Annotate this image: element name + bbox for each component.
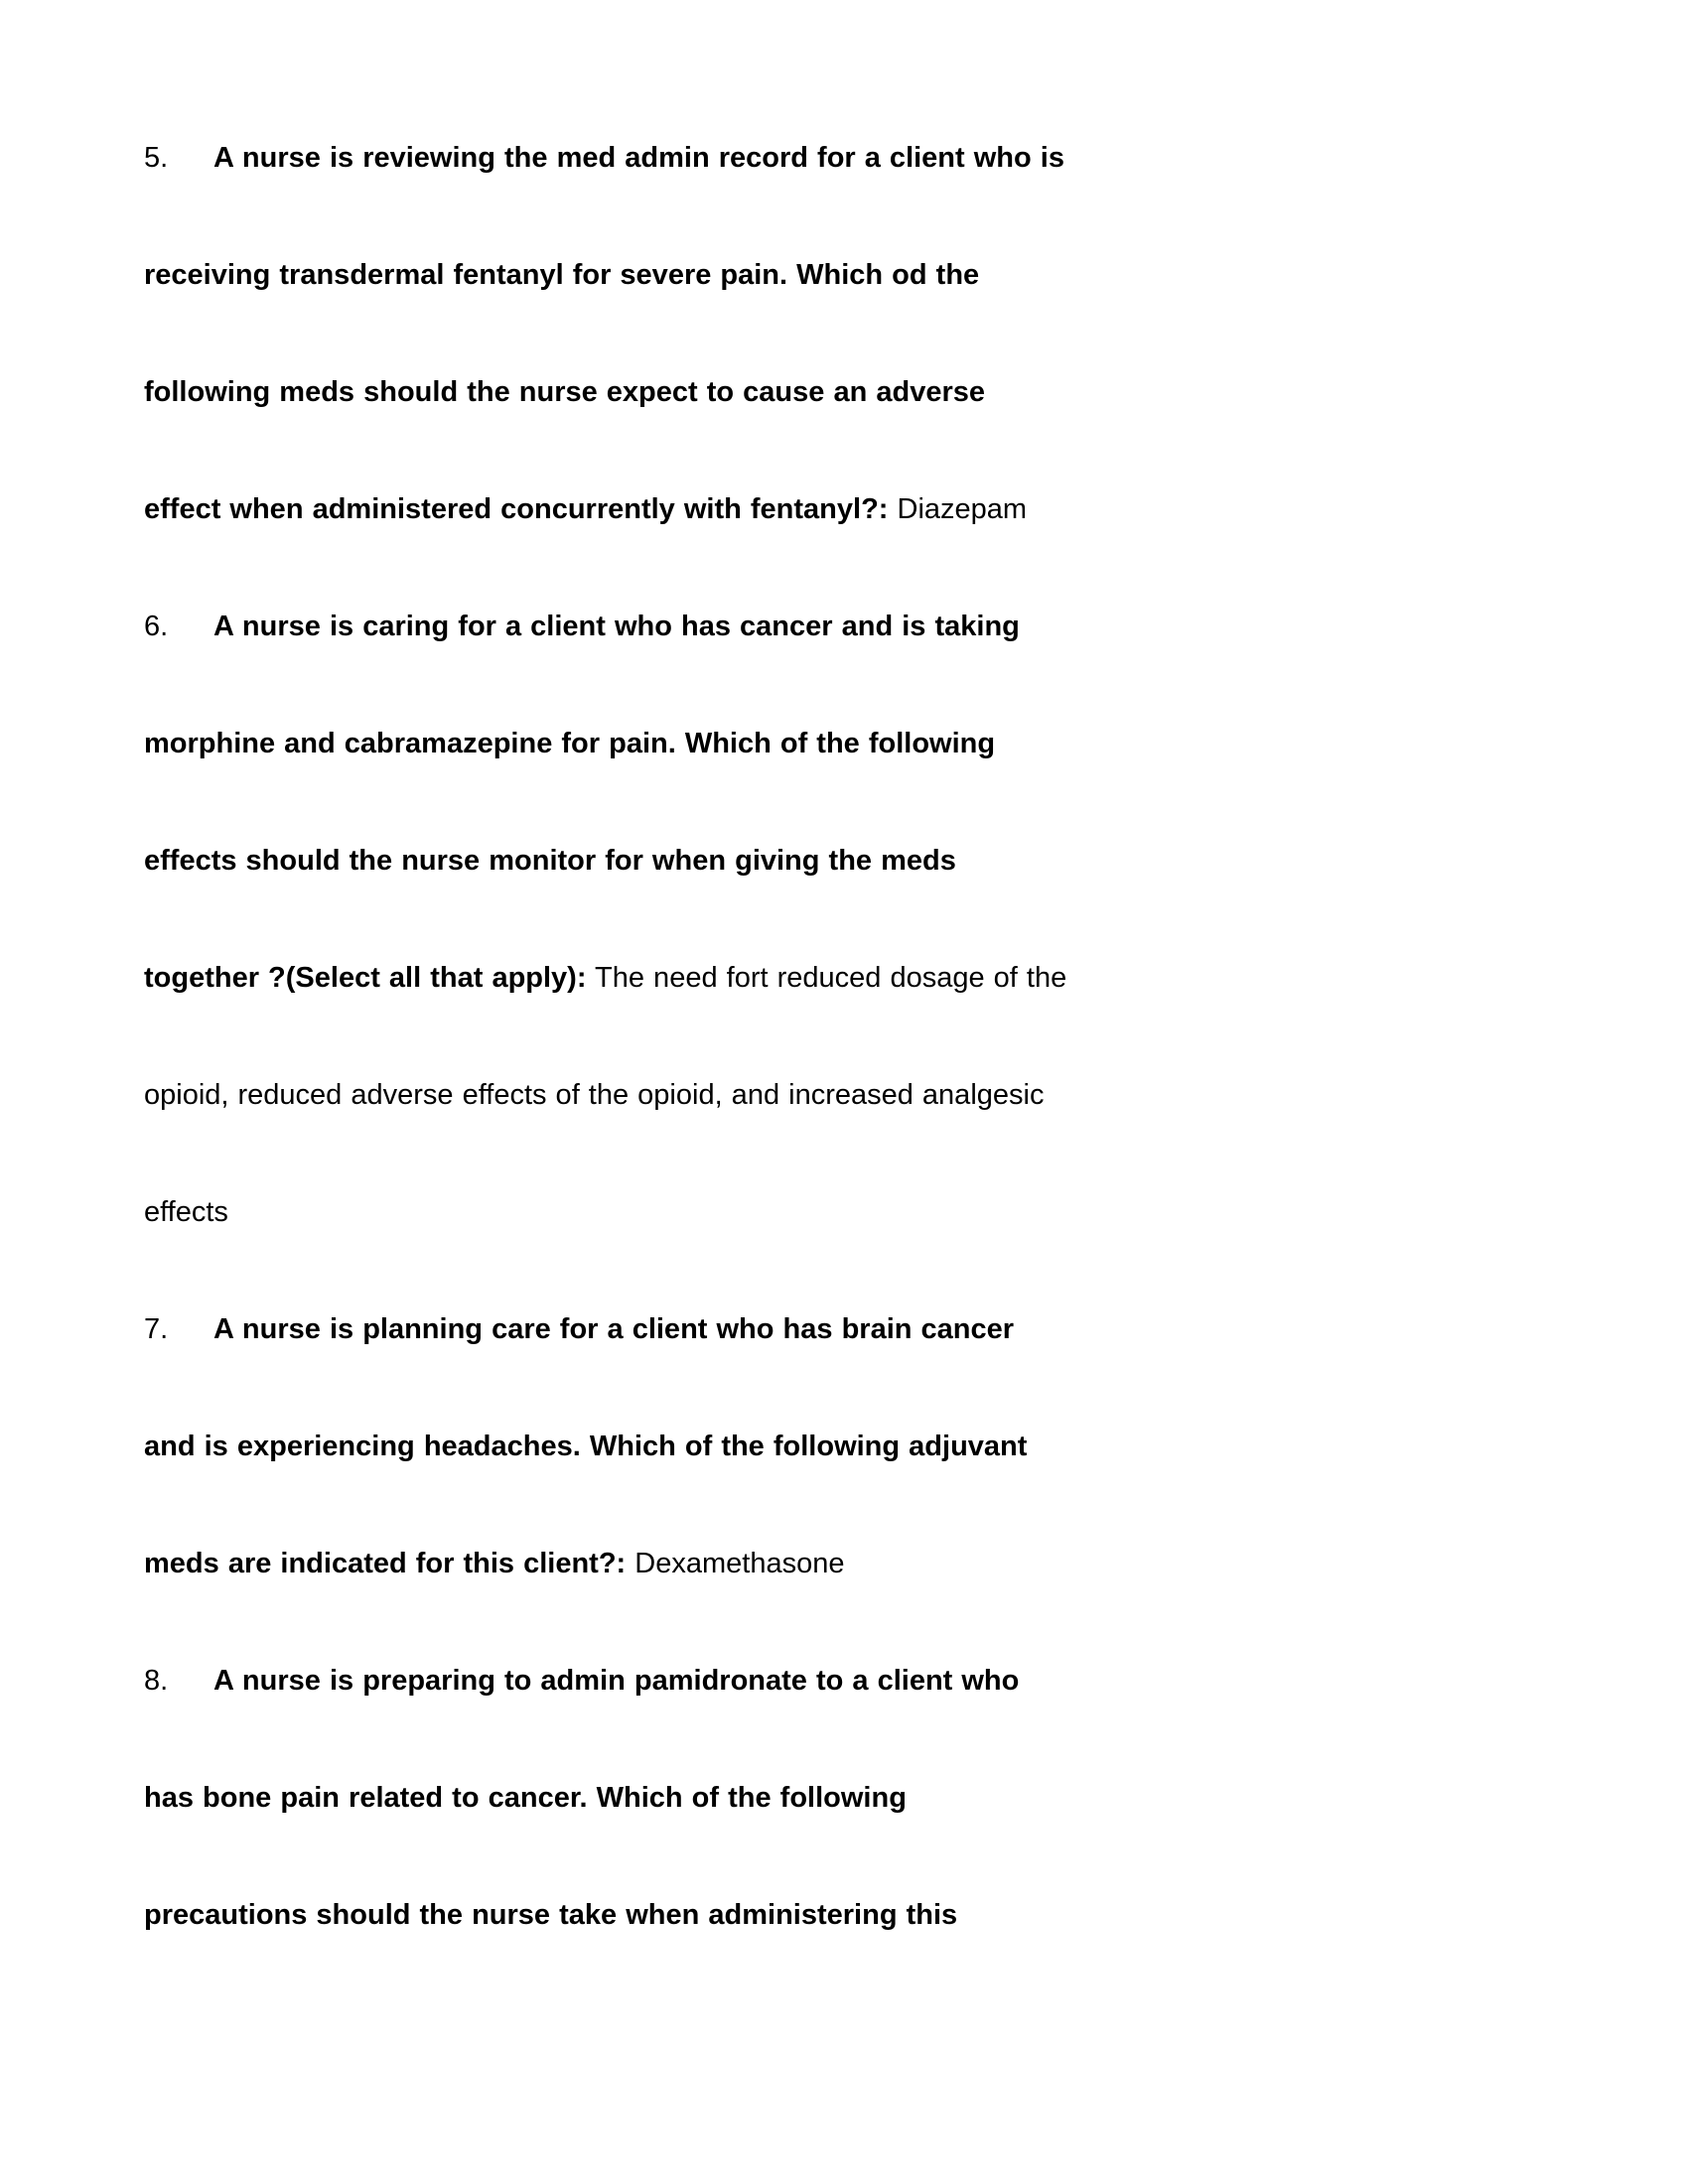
- answer-text: Diazepam: [888, 493, 1028, 525]
- answer-text: The need fort reduced dosage of the opioid, reduced adverse effects of the opioid, and increased analgesic effects: [144, 962, 1067, 1228]
- question-text: A nurse is planning care for a client who has brain cancer and is experiencing headaches. Which of the following adjuvant meds are indicated for this client?:: [144, 1313, 1028, 1579]
- question-text: A nurse is caring for a client who has cancer and is taking morphine and cabramazepine for pain. Which of the following effects should the nurse monitor for when giving the meds together ?(Select all that apply):: [144, 611, 1020, 994]
- question-item: [144, 99, 1067, 568]
- question-number: 6.: [144, 611, 169, 642]
- question-item: [144, 1271, 1067, 1622]
- answer-text: Dexamethasone: [626, 1548, 845, 1579]
- question-text: A nurse is preparing to admin pamidronate to a client who has bone pain related to cancer. Which of the following precautions should the nurse take when administering this: [144, 1665, 1020, 1931]
- question-number: 8.: [144, 1665, 169, 1697]
- question-item: [144, 568, 1067, 1271]
- question-item: [144, 1622, 1067, 1974]
- question-text: A nurse is reviewing the med admin record for a client who is receiving transdermal fentanyl for severe pain. Which od the following meds should the nurse expect to cause an adverse effect when administered concurrently with fentanyl?:: [144, 142, 1064, 525]
- question-number: 7.: [144, 1313, 169, 1345]
- question-list: [144, 99, 1067, 1974]
- question-number: 5.: [144, 142, 169, 174]
